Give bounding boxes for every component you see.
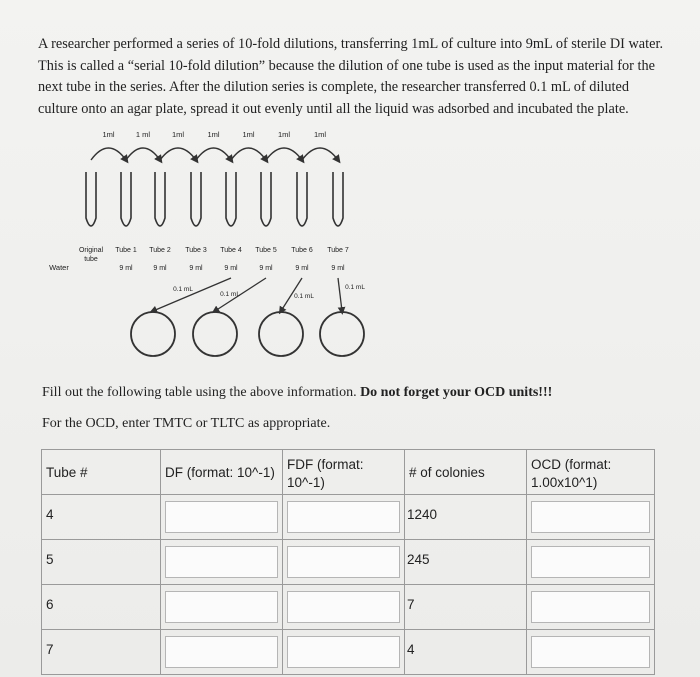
water-volume: 9 ml	[259, 265, 273, 272]
fdf-input-tube-6[interactable]	[287, 591, 400, 623]
fdf-input-tube-7[interactable]	[287, 636, 400, 668]
instructions-line	[42, 385, 552, 401]
transfer-label: 1ml	[313, 130, 327, 139]
tube-label: Tube 2	[149, 247, 171, 254]
instructions-bold: Do not forget your OCD units!!!	[360, 385, 553, 400]
table-row	[42, 540, 655, 585]
df-input-tube-5[interactable]	[165, 546, 278, 578]
water-volume: 9 ml	[153, 265, 167, 272]
tube-number: 6	[46, 597, 54, 612]
transfer-arrow-2	[126, 148, 160, 160]
header-df: DF (format: 10^-1)	[161, 450, 283, 495]
test-tube-4	[226, 172, 236, 226]
test-tube-2	[155, 172, 165, 226]
ocd-input-tube-6[interactable]	[531, 591, 650, 623]
plating-arrow-4	[338, 278, 342, 311]
tube-sublabel: tube	[84, 256, 98, 263]
test-tube-1	[121, 172, 131, 226]
plating-volume-label: 0.1 mL	[294, 293, 314, 300]
water-volume: 9 ml	[331, 265, 345, 272]
df-input-tube-7[interactable]	[165, 636, 278, 668]
transfer-label: 1 ml	[135, 130, 151, 139]
tube-number: 4	[46, 507, 54, 522]
tube-label: Tube 3	[185, 247, 207, 254]
ocd-note: For the OCD, enter TMTC or TLTC as appropriate.	[42, 416, 331, 431]
plating-volume-label: 0.1 mL	[173, 286, 193, 293]
intro-line-3: next tube in the series. After the dilution series is complete, the researcher transferred 0.1 mL of diluted	[38, 79, 630, 95]
fdf-input-tube-5[interactable]	[287, 546, 400, 578]
test-tube-6	[297, 172, 307, 226]
table-row	[42, 630, 655, 675]
intro-line-2: This is called a “serial 10-fold dilution” because the dilution of one tube is used as the input material for the	[38, 57, 655, 74]
test-tube-0	[86, 172, 96, 226]
plating-volume-label: 0.1 mL	[345, 284, 365, 291]
test-tube-7	[333, 172, 343, 226]
test-tube-5	[261, 172, 271, 226]
water-volume: 9 ml	[224, 265, 238, 272]
fdf-input-tube-4[interactable]	[287, 501, 400, 533]
transfer-arrow-3	[160, 148, 196, 160]
header-ocd	[527, 450, 655, 495]
transfer-arrow-4	[196, 148, 231, 160]
table-row	[42, 495, 655, 540]
ocd-input-tube-7[interactable]	[531, 636, 650, 668]
dilution-table	[41, 449, 655, 675]
transfer-arrow-1	[91, 148, 126, 160]
tube-label: Tube 6	[291, 247, 313, 254]
transfer-arrow-5	[231, 148, 266, 160]
header-ocd-line2: 1.00x10^1)	[531, 475, 598, 490]
tube-label: Tube 4	[220, 247, 242, 254]
agar-plate-2	[193, 312, 237, 356]
tube-label: Tube 7	[327, 247, 349, 254]
tube-label: Original	[78, 247, 104, 254]
header-fdf-line1: FDF (format:	[287, 457, 364, 472]
transfer-label: 1ml	[207, 130, 220, 139]
transfer-arrow-7	[302, 148, 338, 160]
tube-number: 5	[46, 552, 54, 567]
transfer-label: 1ml	[171, 130, 185, 139]
df-input-tube-4[interactable]	[165, 501, 278, 533]
agar-plate-3	[259, 312, 303, 356]
colonies-value: 245	[407, 552, 430, 567]
table-header-row	[42, 450, 655, 495]
intro-line-4: culture onto an agar plate, spread it out evenly until all the liquid was adsorbed and incubated the plate.	[38, 100, 629, 117]
transfer-label: 1ml	[242, 130, 255, 139]
header-ocd-line1: OCD (format:	[531, 457, 612, 472]
df-input-tube-6[interactable]	[165, 591, 278, 623]
water-volume: 9 ml	[189, 265, 203, 272]
transfer-arrow-6	[266, 148, 302, 160]
header-fdf	[283, 450, 405, 495]
tube-label: Tube 1	[115, 247, 137, 254]
agar-plate-1	[131, 312, 175, 356]
header-colonies: # of colonies	[405, 450, 527, 495]
colonies-value: 4	[407, 642, 415, 657]
colonies-value: 7	[407, 597, 415, 612]
instructions-text: Fill out the following table using the above information.	[42, 385, 357, 400]
header-fdf-line2: 10^-1)	[287, 475, 325, 490]
agar-plate-4	[320, 312, 364, 356]
intro-line-1: A researcher performed a series of 10-fold dilutions, transferring 1mL of culture into 9mL of sterile DI water.	[38, 36, 664, 52]
ocd-input-tube-5[interactable]	[531, 546, 650, 578]
test-tube-3	[191, 172, 201, 226]
tube-label: Tube 5	[255, 247, 277, 254]
transfer-label: 1ml	[277, 130, 291, 139]
water-volume: 9 ml	[295, 265, 309, 272]
plating-volume-label: 0.1 mL	[220, 291, 240, 298]
table-row	[42, 585, 655, 630]
transfer-label: 1ml	[102, 130, 115, 139]
water-label: Water	[49, 263, 69, 272]
colonies-value: 1240	[407, 507, 438, 522]
ocd-input-tube-4[interactable]	[531, 501, 650, 533]
header-tube: Tube #	[42, 450, 161, 495]
tube-number: 7	[46, 642, 54, 657]
water-volume: 9 ml	[119, 265, 133, 272]
